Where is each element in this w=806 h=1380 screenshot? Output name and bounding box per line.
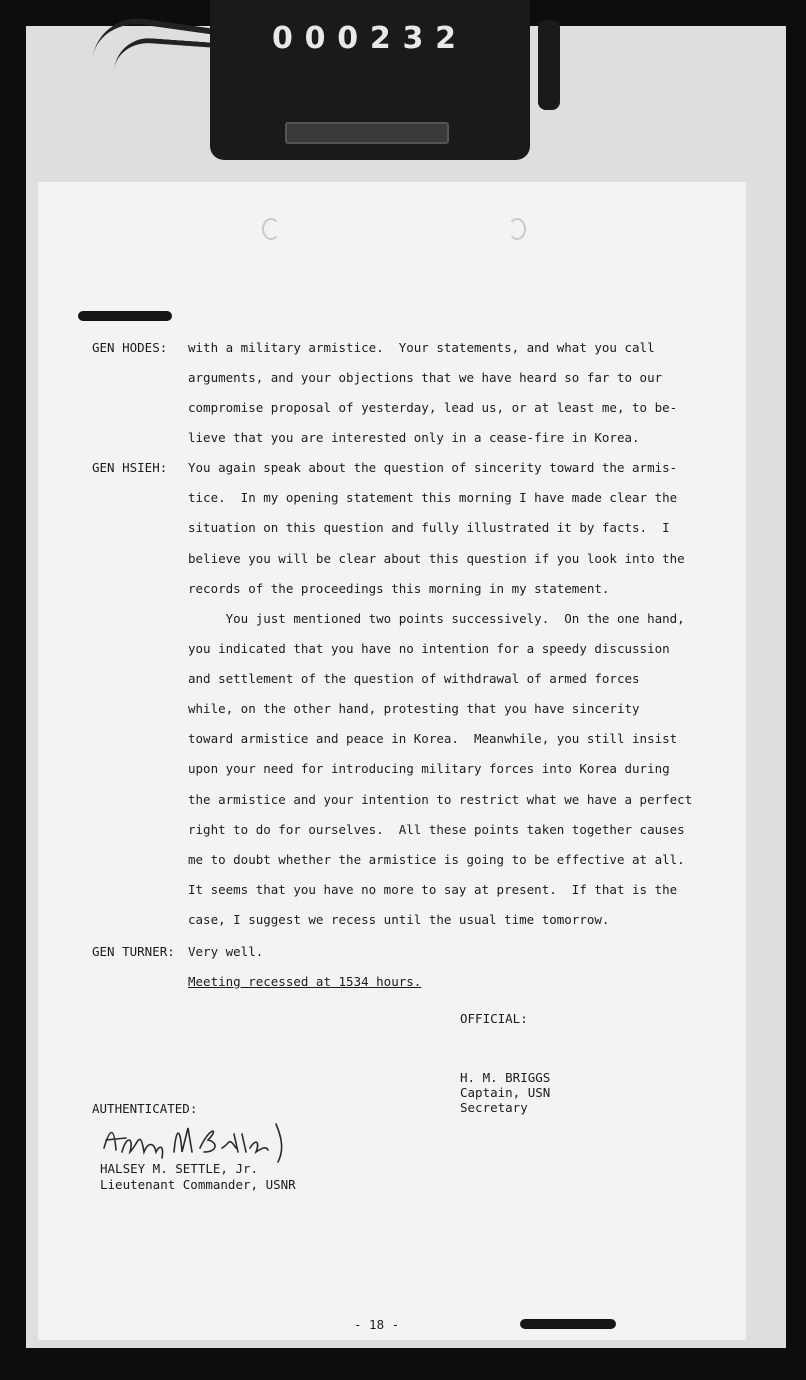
counter-digit: 2 — [369, 20, 397, 56]
redaction-mark — [520, 1319, 616, 1329]
page-number: - 18 - — [354, 1317, 400, 1332]
frame-counter-digits — [272, 20, 462, 56]
punch-hole-mark — [262, 218, 280, 240]
authenticating-officer-name: HALSEY M. SETTLE, Jr. — [100, 1161, 259, 1176]
speaker-label: GEN TURNER: — [92, 944, 175, 959]
transcript-line: You again speak about the question of sincerity toward the armis- — [188, 460, 678, 475]
transcript-line: while, on the other hand, protesting that you have sincerity — [188, 701, 640, 716]
transcript-line: with a military armistice. Your statements, and what you call — [188, 340, 655, 355]
recess-note — [188, 975, 421, 989]
authenticated-label: AUTHENTICATED: — [92, 1101, 198, 1116]
handwritten-signature — [100, 1118, 290, 1164]
transcript-line: tice. In my opening statement this morning I have made clear the — [188, 490, 678, 505]
transcript-line: right to do for ourselves. All these points taken together causes — [188, 822, 685, 837]
transcript-line: lieve that you are interested only in a cease-fire in Korea. — [188, 430, 640, 445]
official-name: H. M. BRIGGS — [460, 1070, 551, 1085]
transcript-line: compromise proposal of yesterday, lead us, or at least me, to be- — [188, 400, 678, 415]
official-title: Secretary — [460, 1100, 528, 1115]
transcript-line: You just mentioned two points successively. On the one hand, — [188, 611, 685, 626]
official-rank: Captain, USN — [460, 1085, 551, 1100]
punch-hole-mark — [508, 218, 526, 240]
transcript-line: believe you will be clear about this question if you look into the — [188, 551, 685, 566]
transcript-line: case, I suggest we recess until the usual time tomorrow. — [188, 912, 610, 927]
transcript-line: situation on this question and fully illustrated it by facts. I — [188, 520, 670, 535]
speaker-label: GEN HSIEH: — [92, 460, 168, 475]
counter-digit: 0 — [337, 20, 365, 56]
transcript-line: you indicated that you have no intention for a speedy discussion — [188, 641, 670, 656]
transcript-line: Very well. — [188, 944, 264, 959]
transcript-line: It seems that you have no more to say at present. If that is the — [188, 882, 678, 897]
counter-knob — [538, 20, 560, 110]
official-label: OFFICIAL: — [460, 1011, 528, 1026]
transcript-line: and settlement of the question of withdrawal of armed forces — [188, 671, 640, 686]
counter-digit: 2 — [435, 20, 462, 56]
counter-digit: 3 — [402, 20, 430, 56]
counter-nameplate — [285, 122, 449, 144]
transcript-line: arguments, and your objections that we have heard so far to our — [188, 370, 663, 385]
recess-note-text: Meeting recessed at 1534 hours. — [188, 974, 422, 989]
redaction-mark — [78, 311, 172, 321]
transcript-line: the armistice and your intention to restrict what we have a perfect — [188, 792, 693, 807]
authenticating-officer-rank: Lieutenant Commander, USNR — [100, 1177, 296, 1192]
counter-digit: 0 — [272, 20, 299, 56]
transcript-line: records of the proceedings this morning in my statement. — [188, 581, 610, 596]
transcript-line: toward armistice and peace in Korea. Meanwhile, you still insist — [188, 731, 678, 746]
counter-digit: 0 — [304, 20, 332, 56]
transcript-line: upon your need for introducing military forces into Korea during — [188, 761, 670, 776]
transcript-line: me to doubt whether the armistice is going to be effective at all. — [188, 852, 685, 867]
speaker-label: GEN HODES: — [92, 340, 168, 355]
